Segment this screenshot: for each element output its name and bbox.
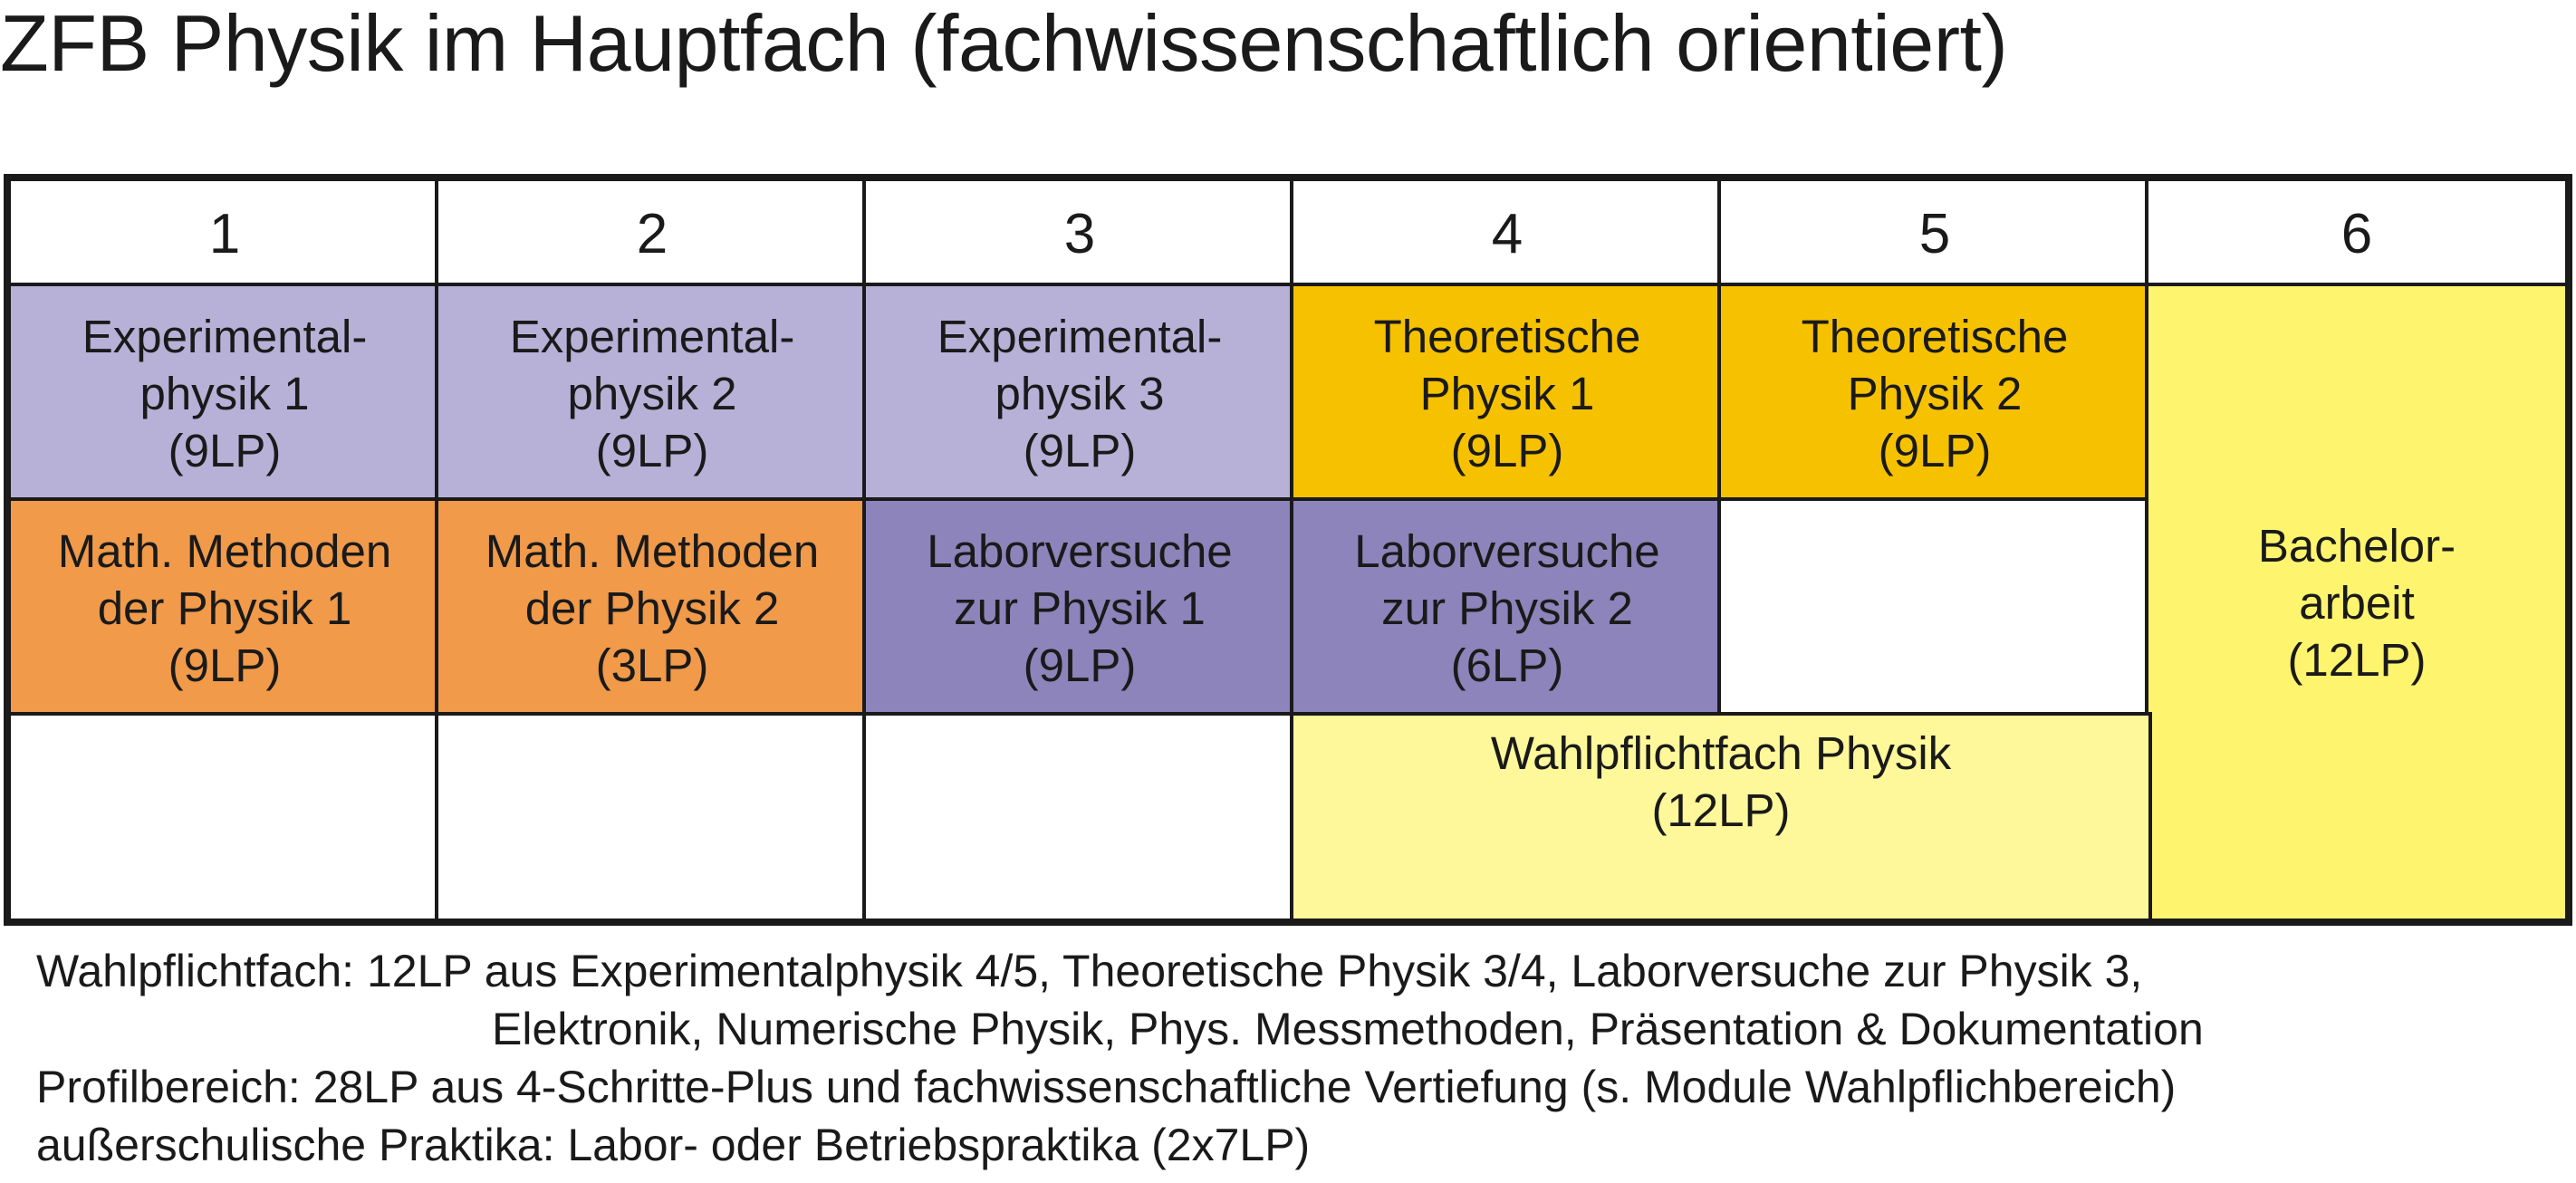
module-empty-sem5-row2 [1717,497,2152,719]
note-wahlpflichtfach: Wahlpflichtfach: 12LP aus Experimentalphysik 4/5, Theoretische Physik 3/4, Laborversuche zur Physik 3, [36,946,2143,996]
module-text-line: (9LP) [1878,425,1992,476]
module-text-line: physik 1 [139,368,310,419]
module-text-line: Laborversuche [927,525,1233,577]
module-laborversuche-2 [1290,497,1725,719]
semester-header-2 [435,178,870,290]
module-experimentalphysik-1 [7,283,442,505]
module-theoretische-physik-2 [1717,283,2152,505]
module-text-line: physik 3 [995,368,1165,419]
module-text-line: Math. Methoden [485,525,820,577]
notes [36,942,2204,1174]
module-theoretische-physik-1 [1290,283,1725,505]
module-text-line: Bachelor- [2257,519,2456,572]
module-text-line: der Physik 1 [97,582,352,634]
module-text-line: zur Physik 1 [954,582,1206,634]
note-praktika: außerschulische Praktika: Labor- oder Betriebspraktika (2x7LP) [36,1120,1311,1170]
module-text-line: physik 2 [567,368,737,419]
module-text-line: (9LP) [1450,425,1564,476]
module-text-line: arbeit [2299,576,2415,629]
semester-header-6 [2145,178,2569,290]
module-text-line: Physik 1 [1419,368,1595,419]
module-text-line: Laborversuche [1354,525,1660,577]
module-experimentalphysik-2 [435,283,870,505]
module-text-line: (9LP) [1023,640,1137,691]
page-title: ZFB Physik im Hauptfach (fachwissenschaftlich orientiert) [0,0,2008,88]
module-laborversuche-1 [862,497,1297,719]
module-text-line: Theoretische [1373,311,1641,362]
module-text-line: (12LP) [1651,784,1791,836]
module-empty-sem2-row3 [435,712,870,922]
semester-number: 3 [1063,202,1096,265]
module-text-line: Physik 2 [1847,368,2023,419]
module-text-line: (3LP) [595,640,709,691]
semester-number: 5 [1918,202,1951,265]
semester-header-5 [1717,178,2152,290]
semester-header-4 [1290,178,1725,290]
module-text-line: Theoretische [1801,311,2069,362]
module-text-line: (9LP) [595,425,709,476]
module-text-line: Math. Methoden [57,525,392,577]
module-text-line: (9LP) [168,640,282,691]
semester-number: 4 [1491,202,1523,265]
semester-number: 6 [2341,202,2373,265]
module-text-line: Experimental- [937,311,1223,362]
semester-number: 2 [636,202,668,265]
module-text-line: Experimental- [82,311,368,362]
module-text-line: (9LP) [168,425,282,476]
module-text-line: Experimental- [509,311,795,362]
module-math-methoden-2 [435,497,870,719]
module-wahlpflichtfach-physik [1290,712,2152,922]
module-empty-sem3-row3 [862,712,1297,922]
module-empty-sem1-row3 [7,712,442,922]
module-experimentalphysik-3 [862,283,1297,505]
study-plan-grid [4,174,2572,926]
module-text-line: (9LP) [1023,425,1137,476]
module-text-line: zur Physik 2 [1381,582,1633,634]
module-text-line: (6LP) [1450,640,1564,691]
note-profilbereich: Profilbereich: 28LP aus 4-Schritte-Plus und fachwissenschaftliche Vertiefung (s. Module Wahlpflichbereich) [36,1062,2177,1112]
semester-header-1 [7,178,442,290]
module-text-line: Wahlpflichtfach Physik [1490,727,1952,779]
semester-header-3 [862,178,1297,290]
module-text-line: der Physik 2 [524,582,780,634]
module-text-line: (12LP) [2287,633,2427,686]
note-wahlpflichtfach-continued: Elektronik, Numerische Physik, Phys. Messmethoden, Präsentation & Dokumentation [492,1004,2204,1054]
semester-number: 1 [208,202,241,265]
module-math-methoden-1 [7,497,442,719]
module-bachelorarbeit [2145,283,2569,922]
